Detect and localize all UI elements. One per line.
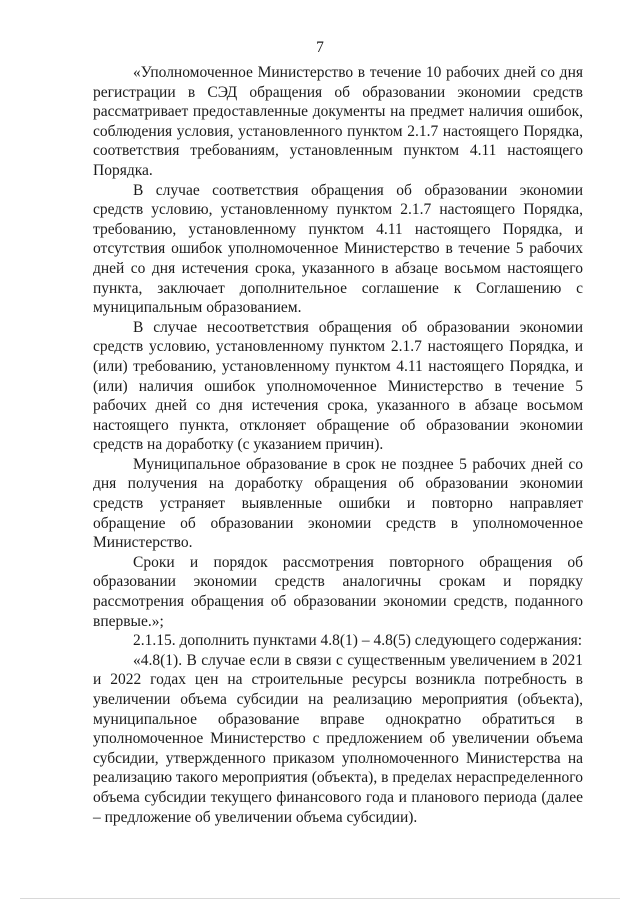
paragraph-repeat-review-terms: Сроки и порядок рассмотрения повторного обращения об образовании экономии средств аналогичны срокам и порядку рассмотрения обращения об образовании экономии средств, поданного впервые.»; bbox=[93, 553, 583, 630]
paragraph-amendment-clause: 2.1.15. дополнить пунктами 4.8(1) – 4.8(5) следующего содержания: bbox=[133, 632, 583, 650]
page-number: 7 bbox=[316, 39, 324, 56]
page-bottom-divider bbox=[20, 898, 620, 899]
document-body bbox=[93, 63, 583, 827]
paragraph-clause-4-8-1: «4.8(1). В случае если в связи с существенным увеличением в 2021 и 2022 годах цен на строительные ресурсы возникла потребность в увеличении объема субсидии на реализацию мероприятия (объекта), муниципальное образование вправе однократно обратиться в уполномоченное Министерство с предложением об увеличении объема субсидии, утвержденного приказом уполномоченного Министерства на реализацию такого мероприятия (объекта), в пределах нераспределенного объема субсидии текущего финансового года и планового периода (далее – предложение об увеличении объема субсидии). bbox=[93, 651, 583, 826]
paragraph-compliance-case: В случае соответствия обращения об образовании экономии средств условию, установленному пунктом 2.1.7 настоящего Порядка, требованию, установленному пунктом 4.11 настоящего Порядка, и отсутствия ошибок уполномоченное Министерство в течение 5 рабочих дней со дня истечения срока, указанного в абзаце восьмом настоящего пункта, заключает дополнительное соглашение к Соглашению с муниципальным образованием. bbox=[93, 181, 583, 317]
paragraph-noncompliance-case: В случае несоответствия обращения об образовании экономии средств условию, установленному пунктом 2.1.7 настоящего Порядка, и (или) требованию, установленному пунктом 4.11 настоящего Порядка, и (или) наличия ошибок уполномоченное Министерство в течение 5 рабочих дней со дня истечения срока, указанного в абзаце восьмом настоящего пункта, отклоняет обращение об образовании экономии средств на доработку (с указанием причин). bbox=[93, 318, 583, 454]
paragraph-review-procedure: «Уполномоченное Министерство в течение 10 рабочих дней со дня регистрации в СЭД обращения об образовании экономии средств рассматривает предоставленные документы на предмет наличия ошибок, соблюдения условия, установленного пунктом 2.1.7 настоящего Порядка, соответствия требованиям, установленным пунктом 4.11 настоящего Порядка. bbox=[93, 64, 583, 179]
paragraph-resubmission: Муниципальное образование в срок не позднее 5 рабочих дней со дня получения на доработку обращения об образовании экономии средств устраняет выявленные ошибки и повторно направляет обращение об образовании экономии средств в уполномоченное Министерство. bbox=[93, 455, 583, 552]
